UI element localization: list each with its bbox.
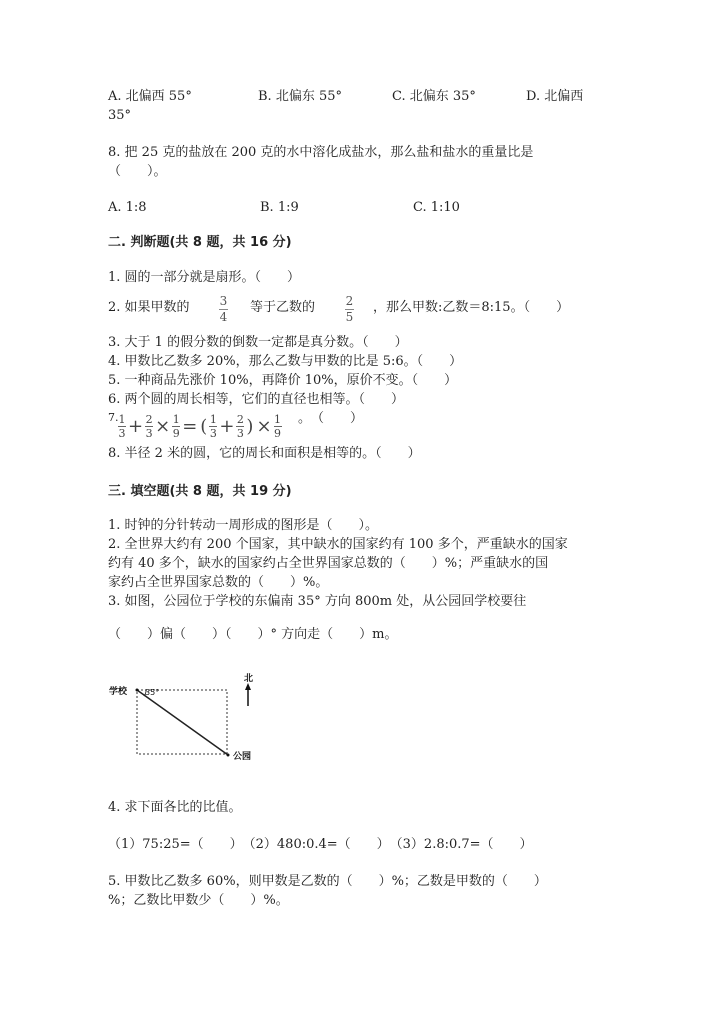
north-label: 北 <box>244 674 254 684</box>
s3-item-1: 1. 时钟的分针转动一周形成的图形是（ ）。 <box>108 518 379 533</box>
numerator: 2 <box>236 413 244 426</box>
s2-item-7-blank: 。 （ ） <box>298 411 364 426</box>
numerator: 2 <box>345 294 354 308</box>
s3-item-3-line2: （ ）偏（ ）（ ）° 方向走（ ）m。 <box>108 627 398 642</box>
s3-item-4: 4. 求下面各比的比值。 <box>108 800 242 815</box>
q8-option-a: A. 1:8 <box>108 200 147 215</box>
times-sign: × <box>256 416 272 437</box>
denominator: 9 <box>172 427 180 440</box>
denominator: 4 <box>219 310 228 324</box>
plus-sign: + <box>128 416 144 437</box>
school-label: 学校 <box>109 687 128 697</box>
fraction-3-4 <box>219 295 228 324</box>
fraction <box>209 414 217 439</box>
s2-item-2-suffix: ，那么甲数:乙数＝8:15。（ ） <box>373 300 570 315</box>
times-sign: × <box>155 416 171 437</box>
s2-item-7-label: 7. <box>108 411 119 424</box>
angle-label: 35° <box>145 688 160 697</box>
fraction <box>274 414 282 439</box>
q8-option-c: C. 1:10 <box>413 200 460 215</box>
numerator: 1 <box>172 413 180 426</box>
q8-option-b: B. 1:9 <box>260 200 299 215</box>
q7-option-d-continued: 35° <box>108 108 132 123</box>
direction-diagram <box>100 668 270 768</box>
equals-sign: = <box>182 416 198 437</box>
q7-option-c: C. 北偏东 35° <box>392 89 476 104</box>
s2-item-4: 4. 甲数比乙数多 20%，那么乙数与甲数的比是 5:6。（ ） <box>108 354 463 369</box>
denominator: 9 <box>274 427 282 440</box>
s3-item-2-line3: 家约占全世界国家总数的（ ）%。 <box>108 575 329 590</box>
s2-item-8: 8. 半径 2 米的圆，它的周长和面积是相等的。（ ） <box>108 446 421 461</box>
q7-option-b: B. 北偏东 55° <box>258 89 342 104</box>
denominator: 5 <box>345 310 354 324</box>
s2-item-5: 5. 一种商品先涨价 10%，再降价 10%，原价不变。（ ） <box>108 373 458 388</box>
q7-option-a: A. 北偏西 55° <box>108 89 192 104</box>
plus-sign: + <box>219 416 235 437</box>
s2-item-1: 1. 圆的一部分就是扇形。（ ） <box>108 270 301 285</box>
s2-item-2-prefix: 2. 如果甲数的 <box>108 300 190 315</box>
s3-item-5-line1: 5. 甲数比乙数多 60%，则甲数是乙数的（ ）%；乙数是甲数的（ ） <box>108 874 547 889</box>
section3-heading: 三. 填空题(共 8 题，共 19 分) <box>108 484 292 499</box>
q8-text: 8. 把 25 克的盐放在 200 克的水中溶化成盐水，那么盐和盐水的重量比是 <box>108 145 534 160</box>
s2-item-3: 3. 大于 1 的假分数的倒数一定都是真分数。（ ） <box>108 335 408 350</box>
fraction <box>145 414 153 439</box>
section2-heading: 二. 判断题(共 8 题，共 16 分) <box>108 235 292 250</box>
s3-item-5-line2: %；乙数比甲数少（ ）%。 <box>108 893 289 908</box>
s2-item-6: 6. 两个圆的周长相等，它们的直径也相等。（ ） <box>108 392 405 407</box>
s3-item-2-line1: 2. 全世界大约有 200 个国家，其中缺水的国家约有 100 多个，严重缺水的国家 <box>108 537 568 552</box>
fraction <box>118 414 126 439</box>
left-paren: ( <box>200 416 208 437</box>
s3-item-4-parts: （1）75:25=（ ） （2）480:0.4=（ ） （3）2.8:0.7=（ ） <box>108 837 533 852</box>
q7-option-d: D. 北偏西 <box>526 89 584 104</box>
s3-item-2-line2: 约有 40 多个，缺水的国家约占全世界国家总数的（ ）%；严重缺水的国 <box>108 556 549 571</box>
fraction <box>172 414 180 439</box>
numerator: 1 <box>209 413 217 426</box>
numerator: 3 <box>219 294 228 308</box>
denominator: 3 <box>118 427 126 440</box>
s2-item-7-equation <box>118 414 282 439</box>
q8-blank: （ ）。 <box>108 164 167 179</box>
fraction-2-5 <box>345 295 354 324</box>
denominator: 3 <box>209 427 217 440</box>
numerator: 2 <box>145 413 153 426</box>
denominator: 3 <box>236 427 244 440</box>
numerator: 1 <box>118 413 126 426</box>
right-paren: ) <box>246 416 254 437</box>
park-label: 公园 <box>233 752 252 762</box>
numerator: 1 <box>274 413 282 426</box>
s3-item-3-line1: 3. 如图，公园位于学校的东偏南 35° 方向 800m 处，从公园回学校要往 <box>108 594 527 609</box>
s2-item-2-middle: 等于乙数的 <box>250 300 316 315</box>
denominator: 3 <box>145 427 153 440</box>
fraction <box>236 414 244 439</box>
